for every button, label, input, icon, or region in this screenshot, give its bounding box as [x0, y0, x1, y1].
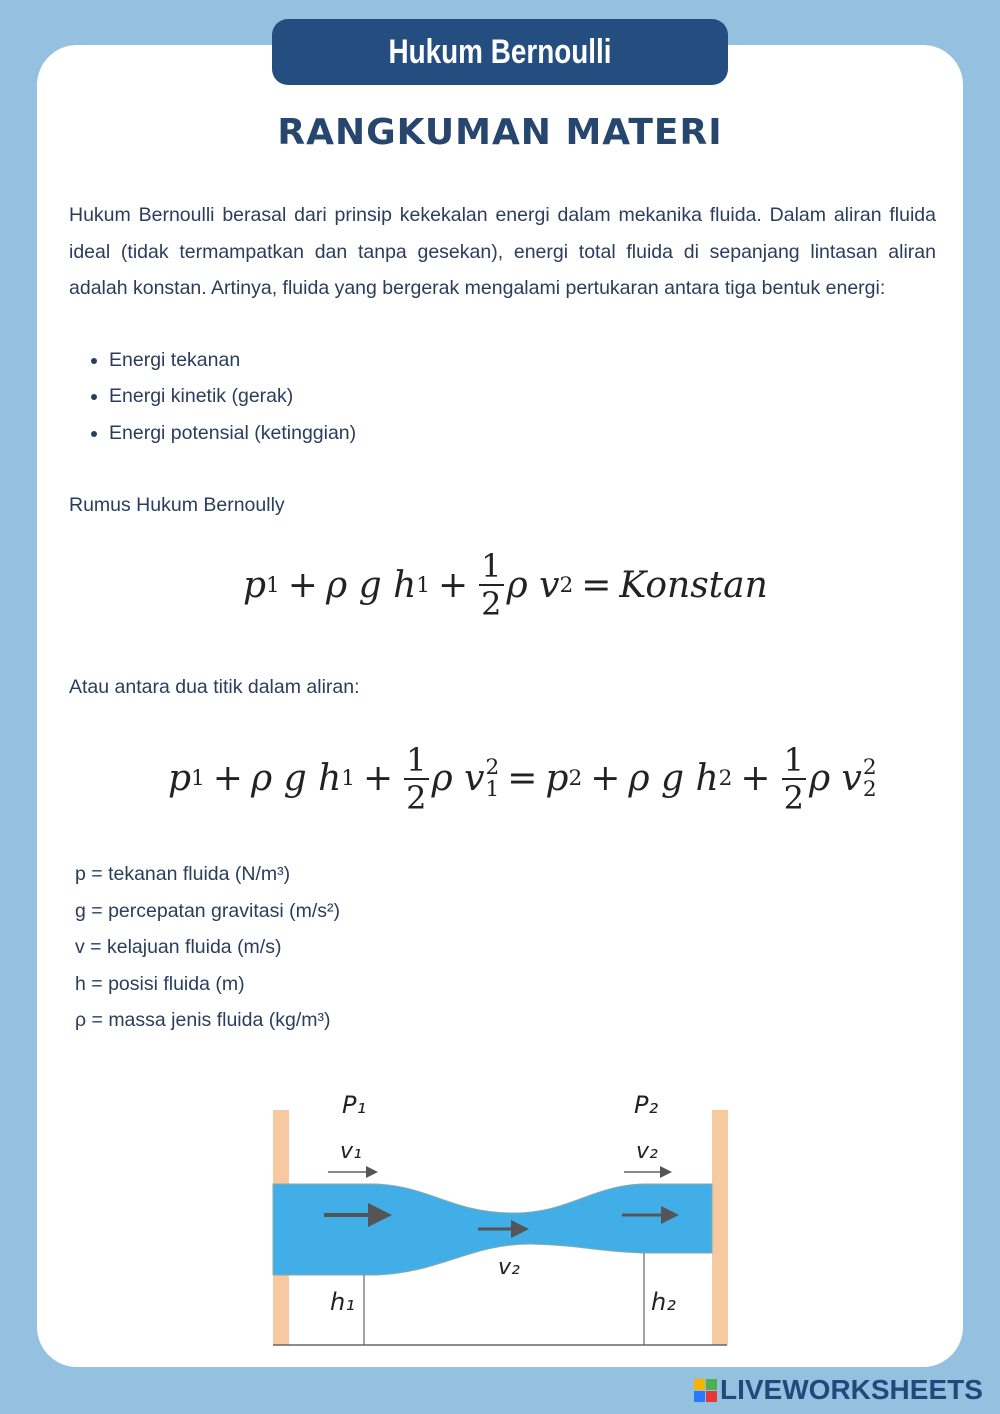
banner-title: Hukum Bernoulli: [388, 32, 612, 71]
definition-item: v = kelajuan fluida (m/s): [75, 936, 282, 958]
liveworksheets-logo: [694, 1374, 983, 1406]
formula2-label: Atau antara dua titik dalam aliran:: [69, 676, 360, 698]
bernoulli-two-point-formula: p 1 + ρ g h 1 + $\frac{1}{2}$ ρ v 2 1 = p 2 + ρ g h 2 + $\frac{1}{2}$ ρ v 2 2: [168, 740, 877, 817]
p1-label: P₁: [342, 1091, 367, 1119]
p2-label: P₂: [634, 1091, 659, 1119]
bernoulli-formula: p 1 + ρ g h 1 + $\frac{1}{2}$ ρ v 2 = Konstan: [243, 547, 768, 623]
v2-mid-label: v₂: [498, 1255, 520, 1280]
formula-label: Rumus Hukum Bernoully: [69, 494, 285, 516]
definition-item: p = tekanan fluida (N/m³): [75, 863, 291, 885]
logo-squares-icon: [694, 1379, 717, 1402]
logo-text: LIVEWORKSHEETS: [720, 1374, 983, 1405]
v2-top-label: v₂: [636, 1139, 658, 1164]
list-item: • Energi tekanan: [109, 342, 936, 379]
v1-label: v₁: [340, 1139, 362, 1164]
definition-item: h = posisi fluida (m): [75, 972, 245, 995]
right-wall: [712, 1110, 728, 1345]
h1-label: h₁: [330, 1288, 355, 1316]
definition-item: g = percepatan gravitasi (m/s²): [75, 899, 340, 922]
page-title: RANGKUMAN MATERI: [277, 112, 723, 153]
definition-item: ρ = massa jenis fluida (kg/m³): [75, 1009, 331, 1031]
list-item: • Energi kinetik (gerak): [109, 378, 936, 415]
formula-constant: Konstan: [619, 564, 768, 606]
intro-paragraph: Hukum Bernoulli berasal dari prinsip kekekalan energi dalam mekanika fluida. Dalam aliran fluida ideal (tidak termampatkan dan tanpa gesekan), energi total fluida di sepanjang lintasan aliran adalah konstan. Artinya, fluida yang bergerak mengalami pertukaran antara tiga bentuk energi:: [69, 204, 936, 299]
h2-label: h₂: [651, 1288, 676, 1316]
list-item: • Energi potensial (ketinggian): [109, 415, 936, 452]
